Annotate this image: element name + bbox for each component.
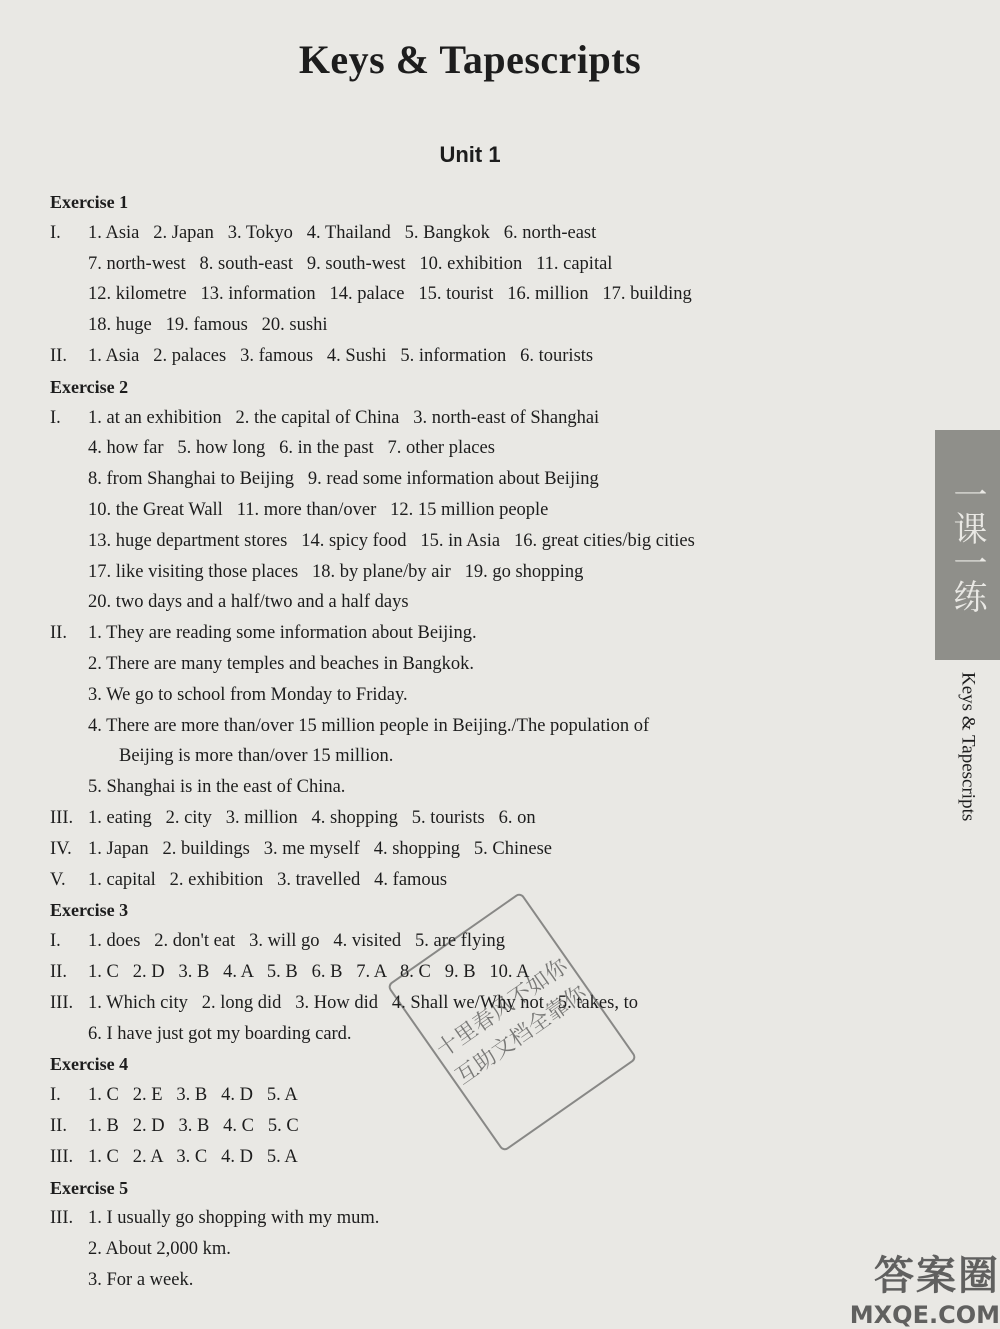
answer-line <box>50 341 900 372</box>
section-numeral: III. <box>50 1208 74 1229</box>
section-numeral: I. <box>50 407 61 428</box>
answer-text: 1. They are reading some information about Beijing. <box>88 623 477 644</box>
answer-line: 3. We go to school from Monday to Friday. <box>88 684 408 705</box>
side-tab-chinese: 一课一练 <box>935 430 1000 660</box>
section-numeral: II. <box>50 345 67 366</box>
answer-line: Beijing is more than/over 15 million. <box>119 746 394 767</box>
answer-text: 1. at an exhibition 2. the capital of China 3. north-east of Shanghai <box>88 407 600 428</box>
stamp-text: 十里春风不如你 互助文档全靠你 <box>432 954 592 1090</box>
exercise-heading: Exercise 3 <box>50 900 129 921</box>
site-watermark <box>780 1250 1000 1329</box>
side-tab-english: Keys & Tapescripts <box>957 672 979 822</box>
section-numeral: II. <box>50 623 67 644</box>
answer-text: 1. B 2. D 3. B 4. C 5. C <box>88 1115 299 1136</box>
answer-line <box>50 1203 900 1234</box>
exercise-heading: Exercise 4 <box>50 1054 129 1075</box>
answer-line <box>50 865 900 896</box>
answer-text: 1. Japan 2. buildings 3. me myself 4. shopping 5. Chinese <box>88 838 553 859</box>
answer-line <box>50 1142 900 1173</box>
answer-line: 13. huge department stores 14. spicy food 15. in Asia 16. great cities/big cities <box>88 530 695 551</box>
exercise-heading: Exercise 5 <box>50 1177 129 1198</box>
answer-line <box>50 218 900 249</box>
exercise-heading: Exercise 2 <box>50 376 129 397</box>
answer-text: 1. C 2. E 3. B 4. D 5. A <box>88 1085 298 1106</box>
section-numeral: III. <box>50 807 74 828</box>
answer-text: 1. eating 2. city 3. million 4. shopping 5. tourists 6. on <box>88 807 536 828</box>
section-numeral: II. <box>50 961 67 982</box>
answer-line: 2. About 2,000 km. <box>88 1239 231 1260</box>
page-title: Keys & Tapescripts <box>298 37 642 82</box>
answer-line <box>50 803 900 834</box>
answer-text: 1. Asia 2. Japan 3. Tokyo 4. Thailand 5. Bangkok 6. north-east <box>88 222 597 243</box>
section-numeral: II. <box>50 1115 67 1136</box>
answer-line: 7. north-west 8. south-east 9. south-west 10. exhibition 11. capital <box>88 253 613 274</box>
answer-line: 20. two days and a half/two and a half days <box>88 592 409 613</box>
side-tab <box>935 430 1000 840</box>
section-numeral: I. <box>50 222 61 243</box>
answer-line <box>50 403 900 434</box>
section-numeral: I. <box>50 1085 61 1106</box>
section-numeral: IV. <box>50 838 72 859</box>
unit-title: Unit 1 <box>439 142 501 167</box>
section-numeral: III. <box>50 992 74 1013</box>
answer-line: 4. There are more than/over 15 million people in Beijing./The population of <box>88 715 650 736</box>
exercise-heading: Exercise 1 <box>50 192 129 212</box>
answer-line: 8. from Shanghai to Beijing 9. read some information about Beijing <box>88 469 599 490</box>
answer-text: 1. Asia 2. palaces 3. famous 4. Sushi 5. information 6. tourists <box>88 345 594 366</box>
answer-line: 6. I have just got my boarding card. <box>88 1023 352 1044</box>
answer-line: 17. like visiting those places 18. by plane/by air 19. go shopping <box>88 561 584 582</box>
section-numeral: V. <box>50 869 66 890</box>
answer-line: 3. For a week. <box>88 1269 194 1290</box>
answer-line: 5. Shanghai is in the east of China. <box>88 777 346 798</box>
answer-line: 2. There are many temples and beaches in Bangkok. <box>88 653 474 674</box>
answer-text: 1. C 2. D 3. B 4. A 5. B 6. B 7. A 8. C 9. B 10. A <box>88 961 530 982</box>
answer-text: 1. does 2. don't eat 3. will go 4. visited 5. are flying <box>88 931 505 952</box>
watermark-site: MXQE.COM <box>849 1300 1000 1329</box>
answer-text: 1. I usually go shopping with my mum. <box>88 1208 380 1229</box>
section-numeral: I. <box>50 931 61 952</box>
answer-line <box>50 834 900 865</box>
answer-text: 1. Which city 2. long did 3. How did 4. Shall we/Why not 5. takes, to <box>88 992 638 1013</box>
answer-text: 1. C 2. A 3. C 4. D 5. A <box>88 1146 298 1167</box>
answer-key-content <box>50 187 900 1296</box>
answer-line: 12. kilometre 13. information 14. palace 15. tourist 16. million 17. building <box>88 284 692 305</box>
answer-line: 4. how far 5. how long 6. in the past 7. other places <box>88 438 495 459</box>
watermark-chinese: 答案圈 <box>874 1252 1000 1299</box>
answer-text: 1. capital 2. exhibition 3. travelled 4. famous <box>88 869 448 890</box>
answer-line: 10. the Great Wall 11. more than/over 12. 15 million people <box>88 499 549 520</box>
answer-line <box>50 618 900 649</box>
section-numeral: III. <box>50 1146 74 1167</box>
answer-line: 18. huge 19. famous 20. sushi <box>88 315 328 336</box>
answer-line <box>50 1111 900 1142</box>
